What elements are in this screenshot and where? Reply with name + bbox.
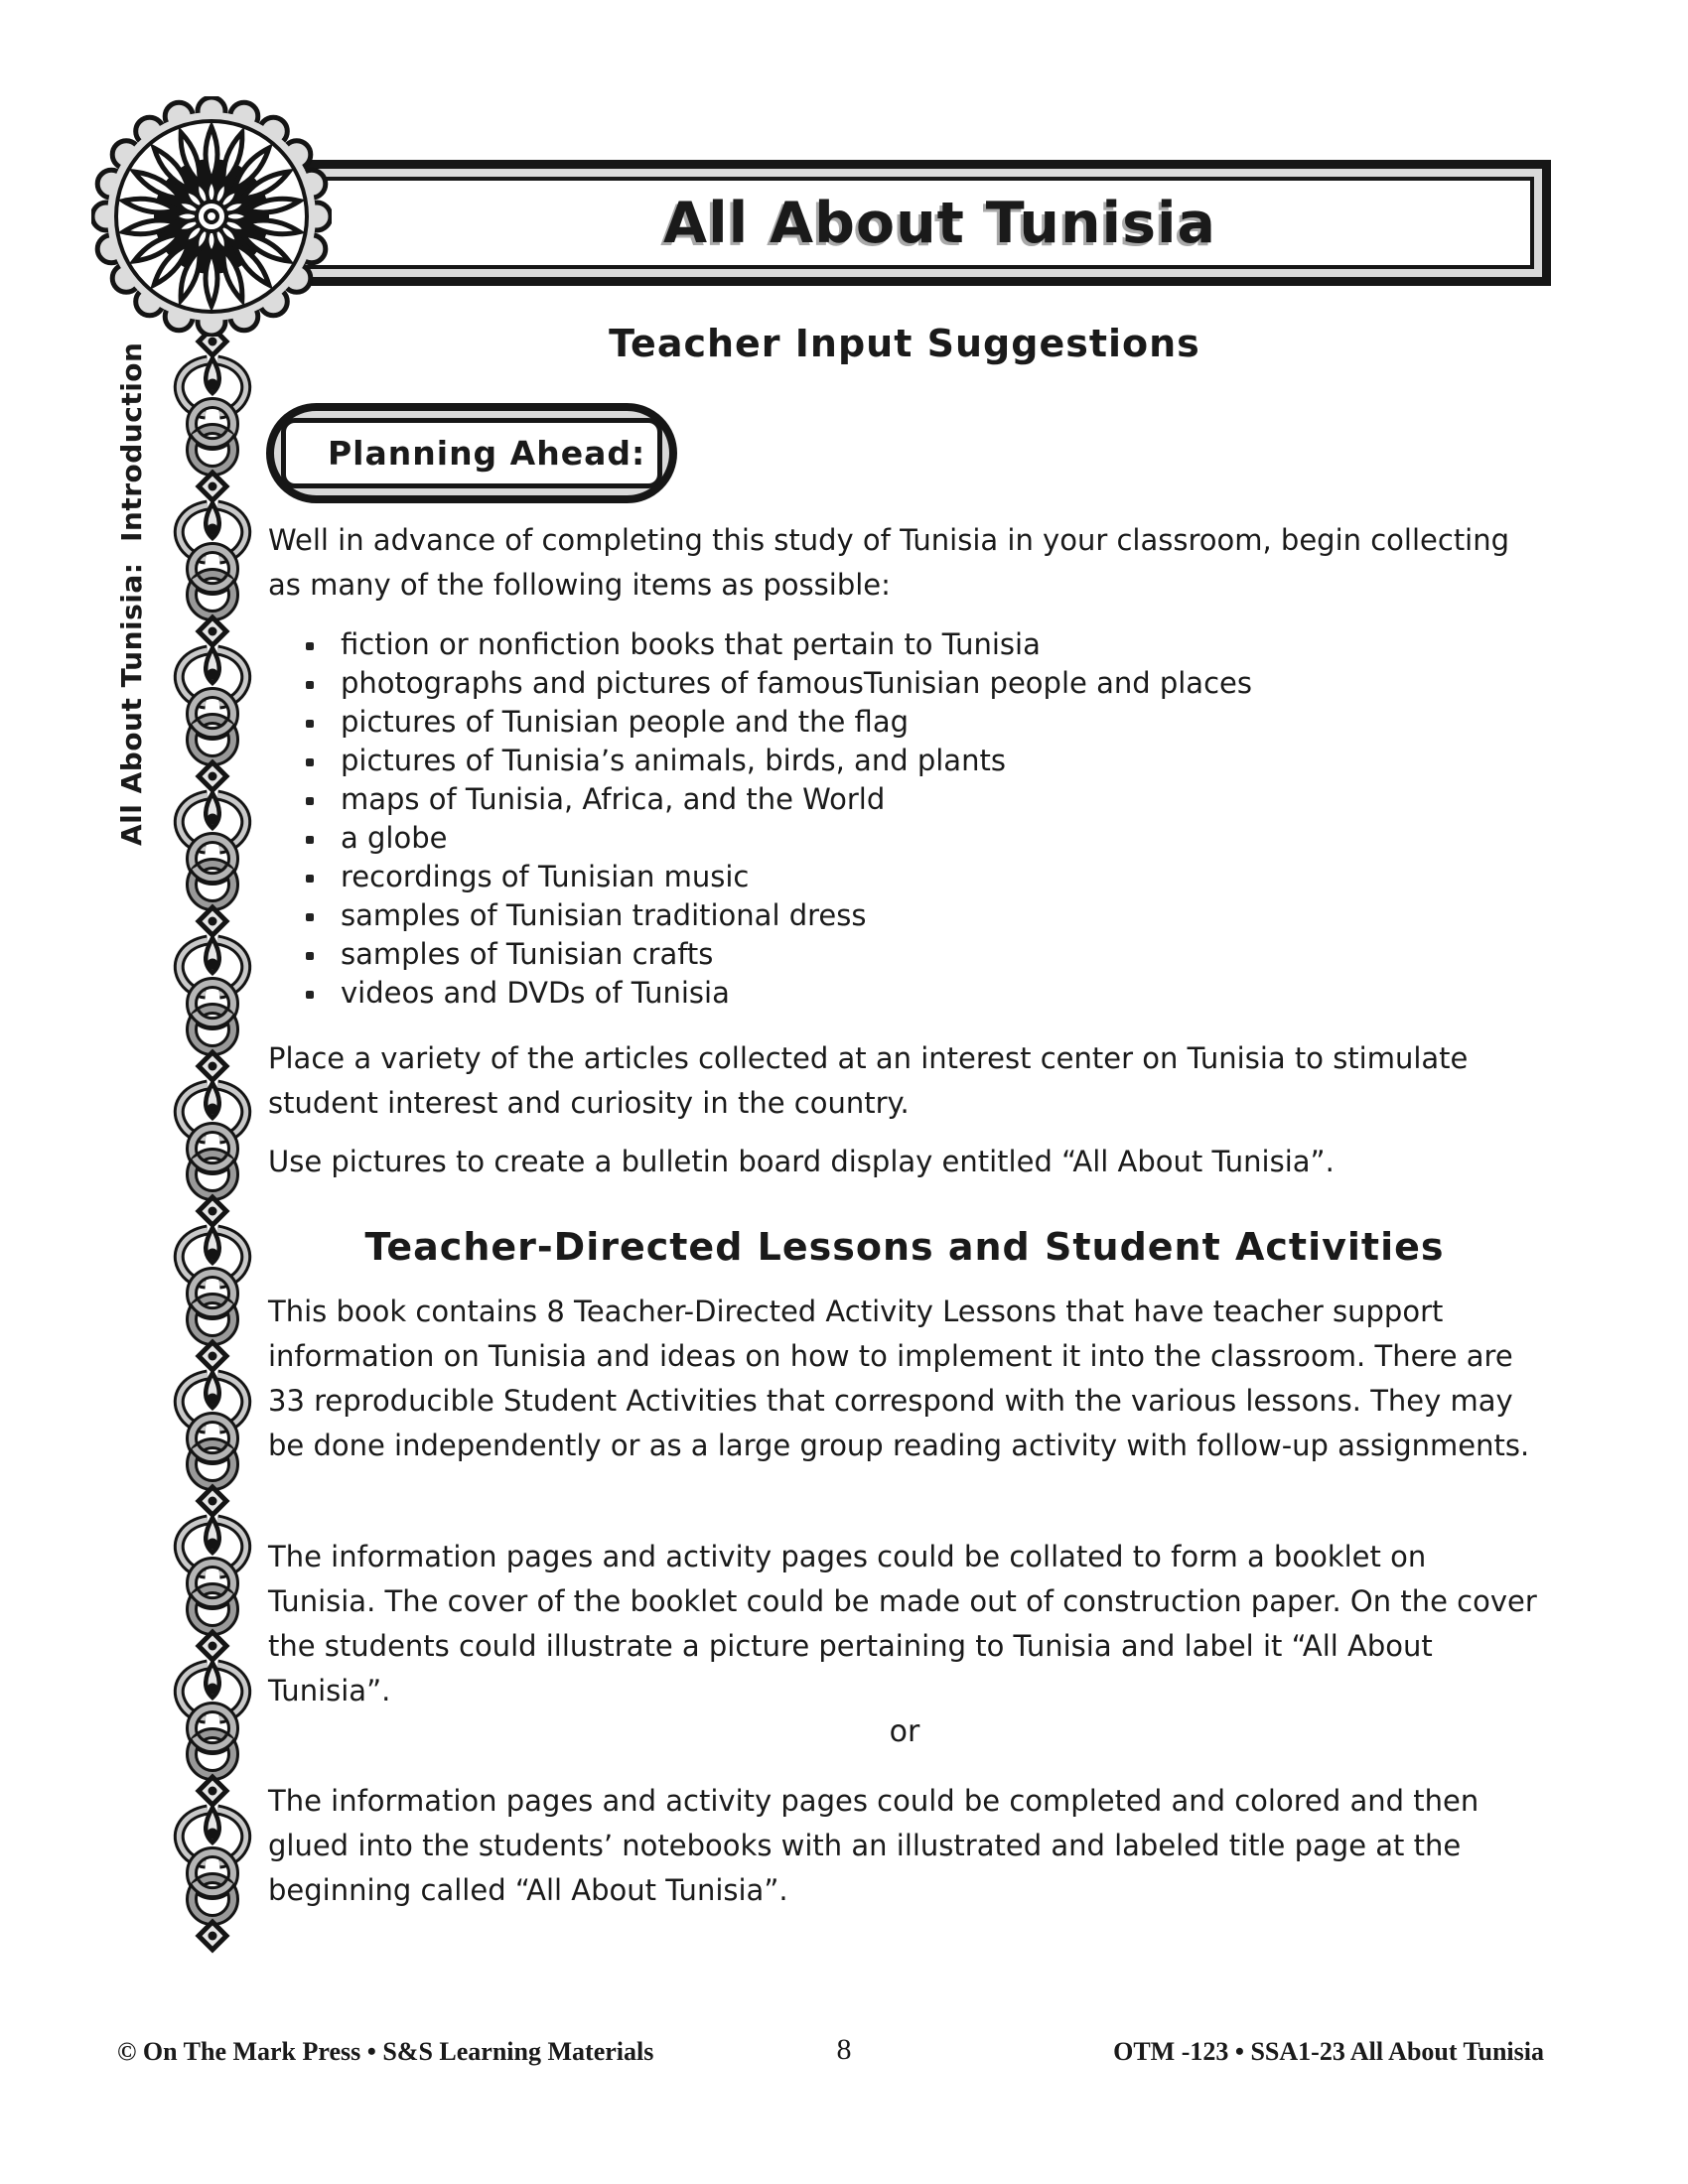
materials-list-item-text: pictures of Tunisia’s animals, birds, and plants [341, 744, 1006, 777]
lessons-paragraph-3: The information pages and activity pages could be completed and colored and then glued into the students’ notebooks with an illustrated and labeled title page at the beginning called “All About Tunisia”. [268, 1784, 1479, 1907]
bullet-icon [306, 952, 314, 960]
bullet-icon [306, 758, 314, 766]
footer-publisher: © On The Mark Press • S&S Learning Materials [117, 2037, 654, 2066]
footer-page-number: 8 [836, 2033, 852, 2066]
materials-list-item-text: samples of Tunisian traditional dress [341, 898, 867, 932]
materials-list-item [300, 703, 1531, 742]
materials-list-item-text: maps of Tunisia, Africa, and the World [341, 782, 886, 816]
materials-list-item [300, 664, 1531, 703]
materials-list-item [300, 896, 1531, 935]
title-banner [253, 160, 1551, 286]
materials-list-item [300, 742, 1531, 780]
materials-list-item-text: samples of Tunisian crafts [341, 937, 714, 971]
materials-list-item [300, 974, 1531, 1013]
materials-list-item [300, 819, 1531, 858]
bullet-icon [306, 836, 314, 844]
planning-ahead-label: Planning Ahead: [281, 418, 662, 488]
materials-list-item [300, 625, 1531, 664]
bullet-icon [306, 875, 314, 883]
bullet-icon [306, 991, 314, 999]
title-banner-inner [270, 177, 1534, 269]
materials-list-item-text: recordings of Tunisian music [341, 860, 750, 893]
materials-list-item [300, 780, 1531, 819]
or-separator: or [889, 1714, 920, 1749]
bullet-icon [306, 720, 314, 728]
section-subtitle: Teacher Input Suggestions [609, 322, 1200, 365]
bullet-icon [306, 797, 314, 805]
lessons-paragraph-1: This book contains 8 Teacher-Directed Activity Lessons that have teacher support information on Tunisia and ideas on how to implement it into the classroom. There are 33 reproducible Student Activities that correspond with the various lessons. They may be done independently or as a large group reading activity with follow-up assignments. [268, 1295, 1530, 1462]
interest-center-paragraph: Place a variety of the articles collected at an interest center on Tunisia to stimulate student interest and curiosity in the country. [268, 1041, 1469, 1120]
bullet-icon [306, 913, 314, 921]
materials-list-item-text: videos and DVDs of Tunisia [341, 976, 730, 1010]
arabesque-chain-icon [165, 326, 260, 2033]
planning-ahead-plaque [266, 403, 677, 503]
materials-list-item-text: pictures of Tunisian people and the flag [341, 705, 909, 739]
bullet-icon [306, 681, 314, 689]
mandala-rosette-icon [91, 96, 332, 337]
sidebar-vertical-title: All About Tunisia: Introduction [115, 341, 148, 846]
materials-list-item-text: fiction or nonfiction books that pertain to Tunisia [341, 627, 1041, 661]
materials-list-item-text: photographs and pictures of famousTunisian people and places [341, 666, 1252, 700]
materials-list-item-text: a globe [341, 821, 448, 855]
lessons-heading: Teacher-Directed Lessons and Student Activities [364, 1225, 1445, 1269]
materials-list-item [300, 935, 1531, 974]
materials-list [300, 625, 1531, 1013]
lessons-paragraph-2: The information pages and activity pages could be collated to form a booklet on Tunisia. The cover of the booklet could be made out of construction paper. On the cover the students could illustrate a picture pertaining to Tunisia and label it “All About Tunisia”. [268, 1540, 1537, 1707]
bulletin-board-paragraph: Use pictures to create a bulletin board display entitled “All About Tunisia”. [268, 1145, 1335, 1178]
footer-catalog-code: OTM -123 • SSA1-23 All About Tunisia [1113, 2037, 1544, 2066]
planning-intro-paragraph: Well in advance of completing this study of Tunisia in your classroom, begin collecting as many of the following items as possible: [268, 523, 1510, 602]
materials-list-item [300, 858, 1531, 896]
bullet-icon [306, 642, 314, 650]
page-title: All About Tunisia [662, 190, 1217, 256]
